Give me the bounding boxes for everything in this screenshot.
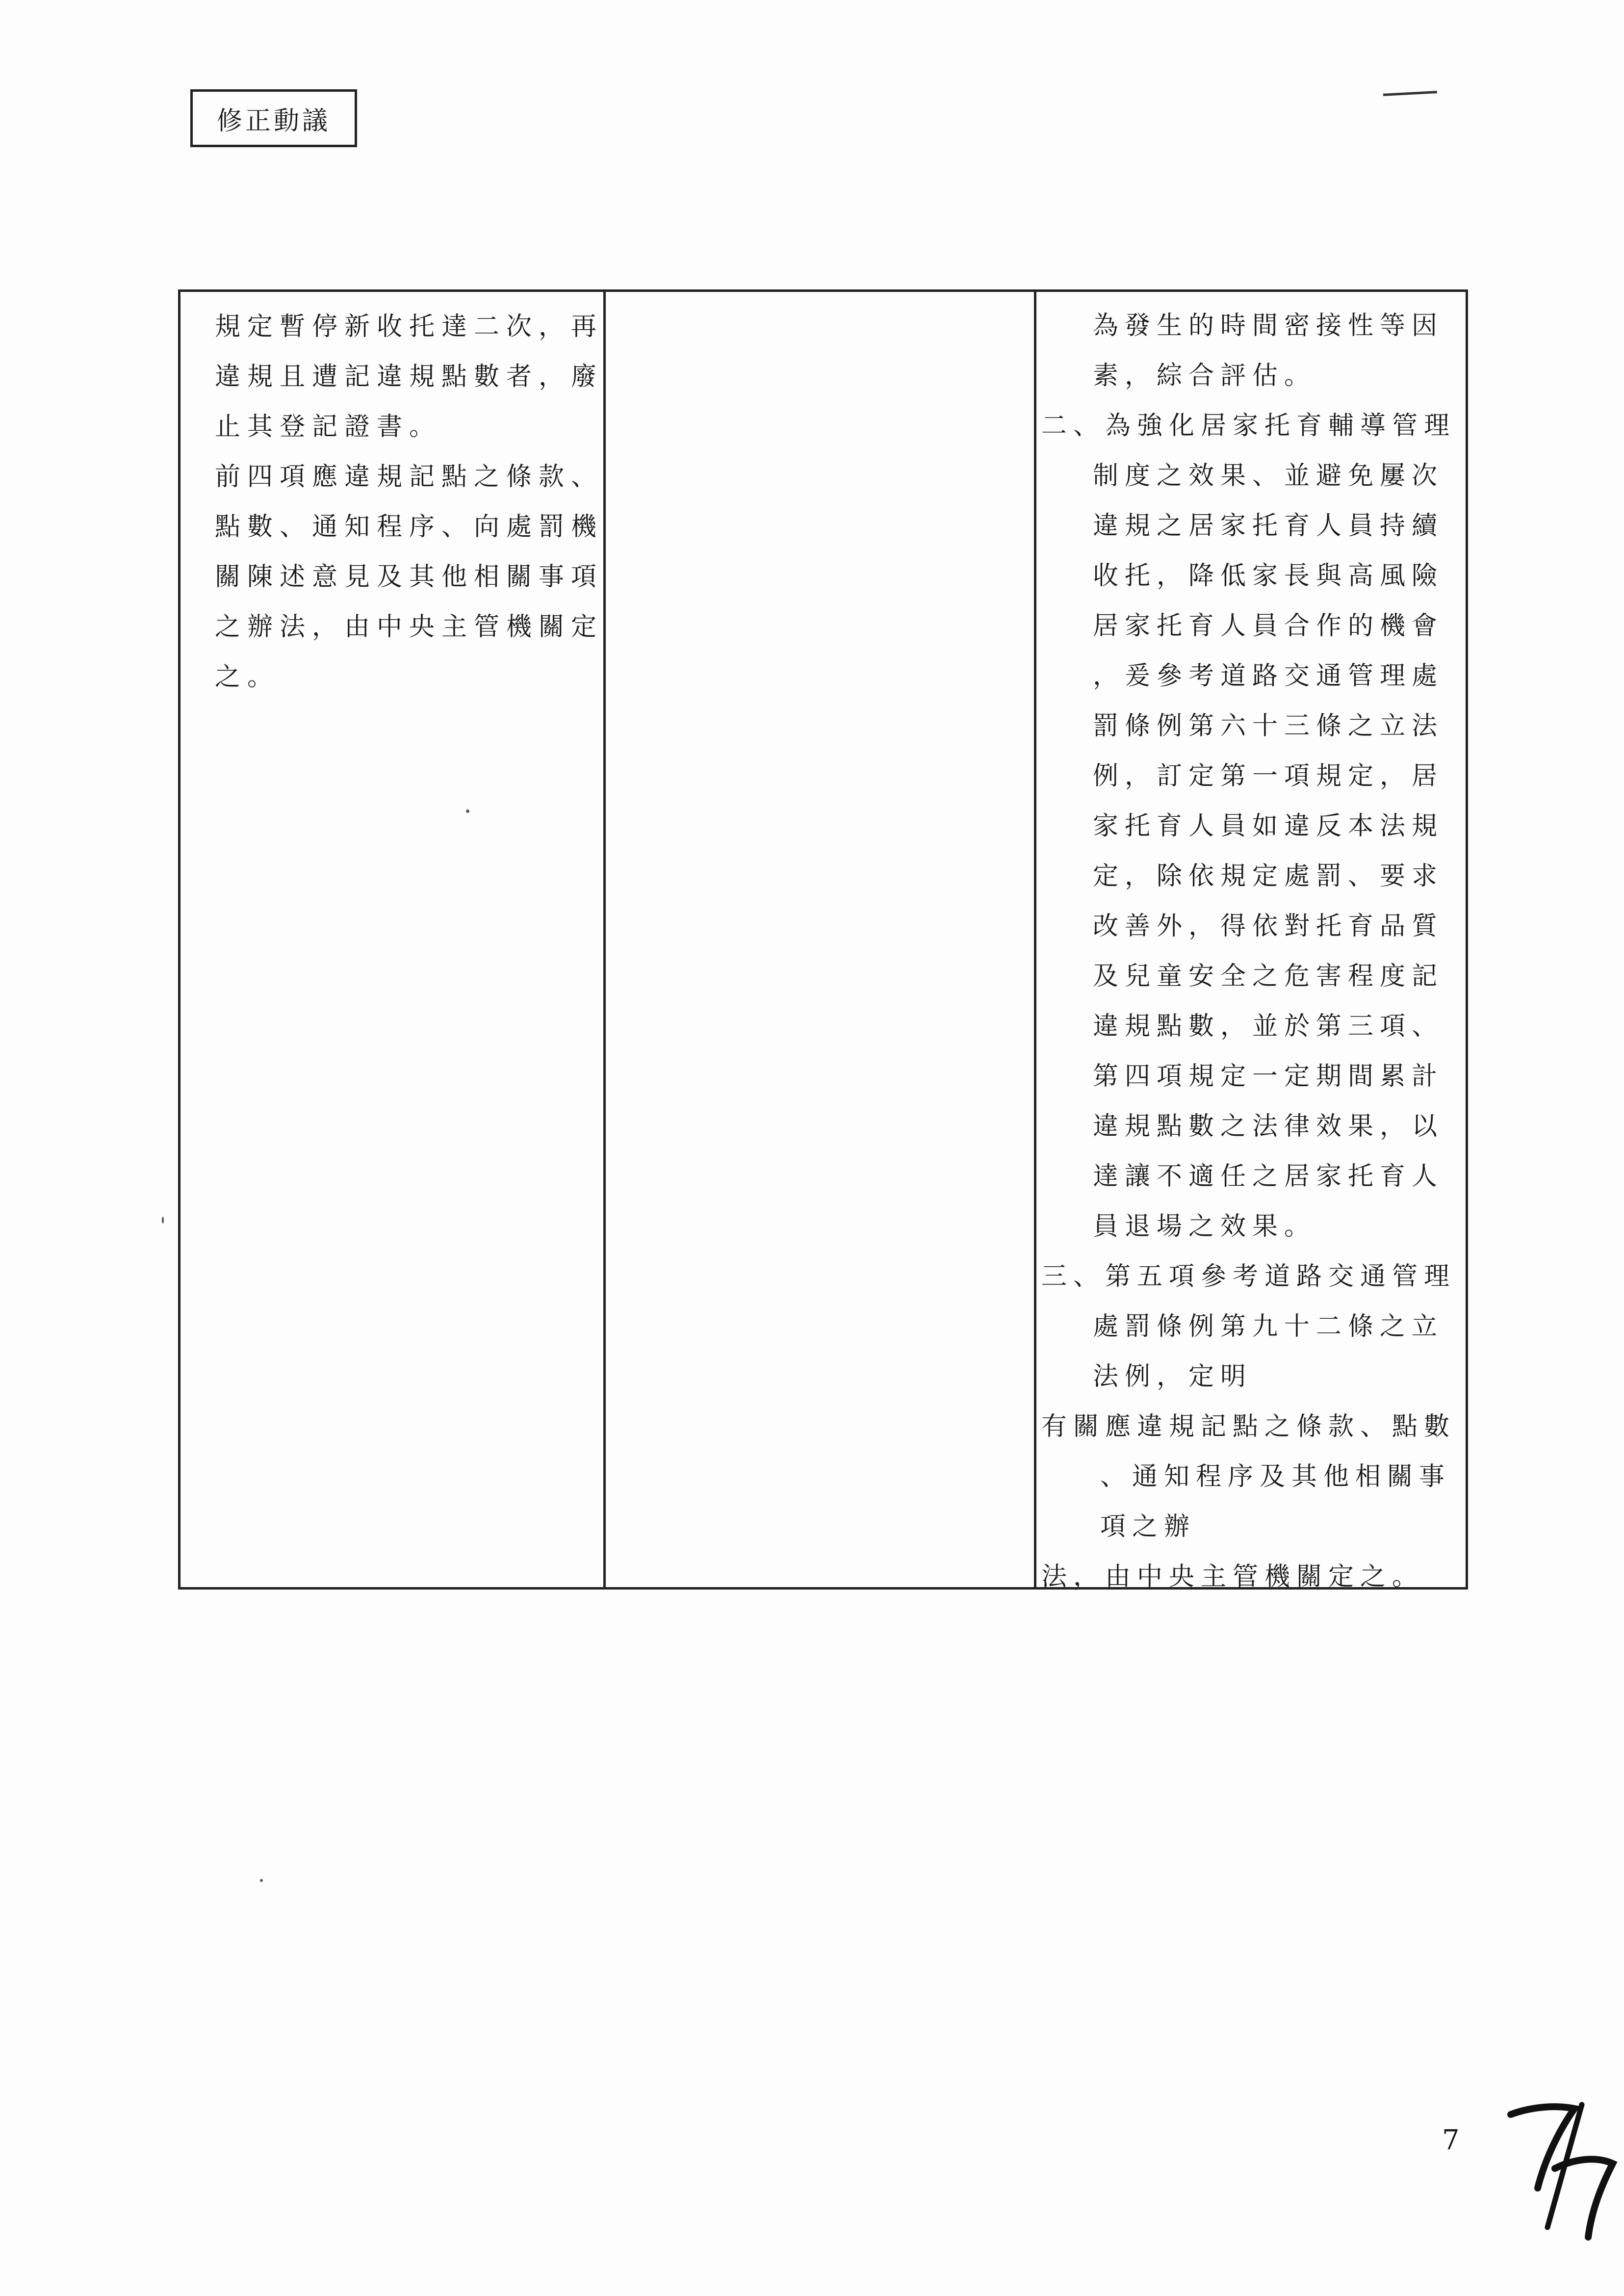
right-column-line: 、通知程序及其他相關事 [1100, 1462, 1451, 1491]
document-header-label: 修正動議 [190, 89, 357, 147]
right-column-line: 違規之居家托育人員持續 [1093, 511, 1444, 541]
right-column-line: 為發生的時間密接性等因 [1093, 311, 1444, 340]
left-column-line: 關陳述意見及其他相關事項 [215, 562, 604, 592]
left-column-amendment-text [180, 292, 606, 1587]
right-column-line: 制度之效果、並避免屢次 [1093, 461, 1444, 491]
right-column-line: 違規點數之法律效果，以 [1093, 1112, 1444, 1141]
left-column-line: 止其登記證書。 [215, 412, 442, 442]
left-column-line: 之辦法，由中央主管機關定 [215, 612, 604, 642]
right-column-line: 居家托育人員合作的機會 [1093, 611, 1444, 641]
left-column-line: 點數、通知程序、向處罰機 [215, 512, 604, 542]
right-column-line: 法，由中央主管機關定之。 [1041, 1562, 1424, 1592]
right-column-line: 違規點數，並於第三項、 [1093, 1012, 1444, 1041]
left-column-line: 之。 [215, 662, 280, 692]
left-column-line: 違規且遭記違規點數者，廢 [215, 362, 604, 391]
comparison-table [178, 289, 1468, 1590]
middle-column-empty [606, 292, 1036, 1587]
page-number: 7 [1442, 2124, 1460, 2156]
right-column-line: 收托，降低家長與高風險 [1093, 561, 1444, 591]
corner-pen-mark [1383, 91, 1437, 99]
right-column-line: 法例，定明 [1093, 1362, 1253, 1391]
right-column-line: 及兒童安全之危害程度記 [1093, 962, 1444, 991]
right-column-line: 例，訂定第一項規定，居 [1093, 761, 1444, 791]
handwritten-page-mark [1501, 2095, 1619, 2242]
right-column-line: 素，綜合評估。 [1093, 361, 1316, 391]
right-column-line: 有關應違規記點之條款、點數 [1041, 1412, 1456, 1441]
right-column-line: 罰條例第六十三條之立法 [1093, 711, 1444, 741]
right-column-line: 第四項規定一定期間累計 [1093, 1062, 1444, 1091]
right-column-line: 家托育人員如違反本法規 [1093, 811, 1444, 841]
right-column-line: 處罰條例第九十二條之立 [1093, 1312, 1444, 1341]
right-column-line: 達讓不適任之居家托育人 [1093, 1162, 1444, 1191]
right-column-line: 員退場之效果。 [1093, 1212, 1316, 1241]
right-column-explanation [1036, 292, 1466, 1592]
right-column-line: 改善外，得依對托育品質 [1093, 912, 1444, 941]
right-column-line: 二、為強化居家托育輔導管理 [1041, 411, 1456, 441]
right-column-line: 項之辦 [1100, 1512, 1196, 1541]
right-column-line: 三、第五項參考道路交通管理 [1041, 1262, 1456, 1291]
left-column-line: 前四項應違規記點之條款、 [215, 462, 604, 492]
left-column-line: 規定暫停新收托達二次，再 [215, 312, 604, 341]
right-column-line: ，爰參考道路交通管理處 [1093, 661, 1444, 691]
right-column-line: 定，除依規定處罰、要求 [1093, 861, 1444, 891]
